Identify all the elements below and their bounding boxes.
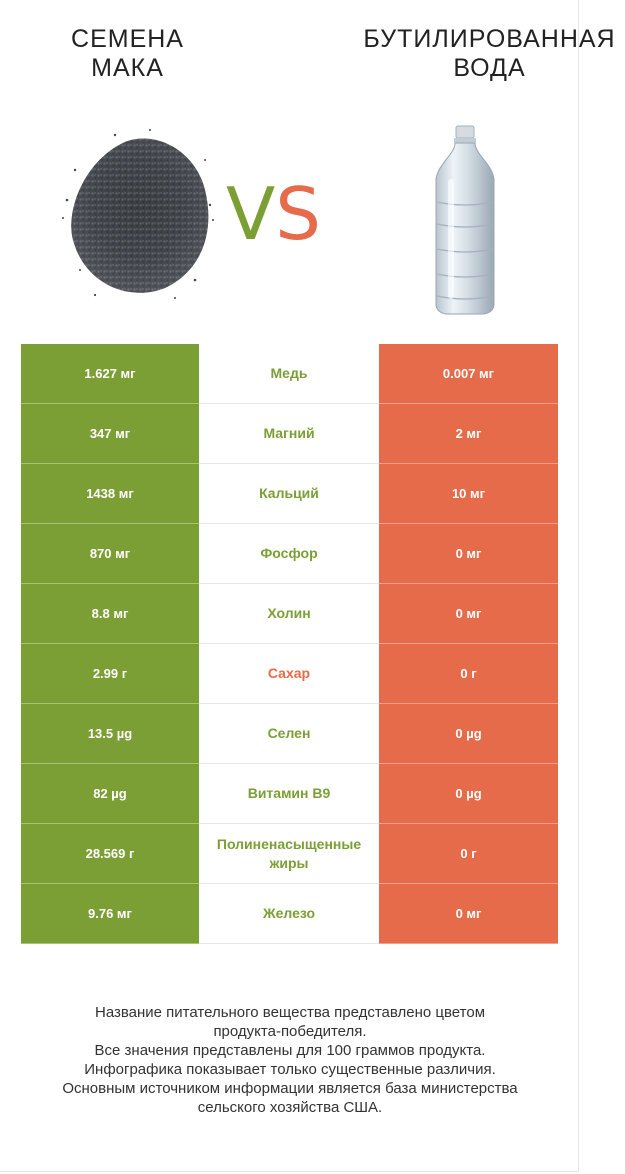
- left-value-cell: 82 µg: [21, 764, 199, 824]
- table-row: [21, 404, 558, 464]
- right-value-cell: 0 г: [379, 644, 558, 704]
- right-value-cell: 0 мг: [379, 884, 558, 944]
- nutrient-name-cell: [199, 404, 379, 464]
- table-row: [21, 644, 558, 704]
- nutrient-name: Медь: [270, 365, 308, 381]
- vs-label: [226, 172, 356, 256]
- left-value-cell: 2.99 г: [21, 644, 199, 704]
- nutrient-name-cell: [199, 524, 379, 584]
- footer-line-6: сельского хозяйства США.: [197, 1099, 383, 1116]
- left-title-line2: МАКА: [91, 54, 164, 82]
- nutrient-name-cell: [199, 344, 379, 404]
- table-row: [21, 524, 558, 584]
- right-value-cell: 0 µg: [379, 704, 558, 764]
- nutrient-name: Селен: [267, 725, 311, 741]
- vs-s: S: [275, 172, 321, 256]
- footer-notes: [20, 1003, 560, 1117]
- nutrient-name-cell: [199, 824, 379, 884]
- vs-v: V: [226, 172, 276, 256]
- footer-line-2: продукта-победителя.: [213, 1023, 367, 1040]
- right-product-title: [352, 25, 625, 83]
- nutrient-name-cell: [199, 644, 379, 704]
- right-value-cell: 0.007 мг: [379, 344, 558, 404]
- table-row: [21, 584, 558, 644]
- left-value-cell: 347 мг: [21, 404, 199, 464]
- footer-line-4: Инфографика показывает только существенные различия.: [84, 1061, 496, 1078]
- nutrient-name-cell: [199, 884, 379, 944]
- left-product-title: [40, 25, 215, 83]
- right-value-cell: 0 г: [379, 824, 558, 884]
- poppy-seeds-image: [55, 120, 220, 310]
- nutrient-name: Холин: [267, 605, 311, 621]
- water-bottle-image: [430, 124, 500, 316]
- nutrient-name-cell: [199, 584, 379, 644]
- right-title-line1: БУТИЛИРОВАННАЯ: [363, 25, 616, 53]
- left-value-cell: 28.569 г: [21, 824, 199, 884]
- left-value-cell: 9.76 мг: [21, 884, 199, 944]
- nutrient-name-cell: [199, 764, 379, 824]
- left-value-cell: 1438 мг: [21, 464, 199, 524]
- comparison-table: [21, 344, 558, 944]
- footer-line-3: Все значения представлены для 100 граммов продукта.: [94, 1042, 486, 1059]
- nutrient-name: Полиненасыщенные жиры: [216, 835, 362, 871]
- nutrient-name-cell: [199, 704, 379, 764]
- left-title-line1: СЕМЕНА: [71, 25, 184, 53]
- nutrient-name: Железо: [262, 905, 316, 921]
- nutrient-name: Кальций: [259, 485, 319, 501]
- table-row: [21, 464, 558, 524]
- left-value-cell: 13.5 µg: [21, 704, 199, 764]
- right-title-line2: ВОДА: [453, 54, 526, 82]
- table-row: [21, 824, 558, 884]
- nutrient-name-cell: [199, 464, 379, 524]
- nutrient-name: Магний: [263, 425, 315, 441]
- right-value-cell: 0 мг: [379, 524, 558, 584]
- left-value-cell: 870 мг: [21, 524, 199, 584]
- table-row: [21, 704, 558, 764]
- footer-line-1: Название питательного вещества представлено цветом: [94, 1004, 486, 1021]
- left-value-cell: 8.8 мг: [21, 584, 199, 644]
- table-row: [21, 884, 558, 944]
- nutrient-name: Фосфор: [260, 545, 318, 561]
- left-value-cell: 1.627 мг: [21, 344, 199, 404]
- right-value-cell: 2 мг: [379, 404, 558, 464]
- right-value-cell: 0 µg: [379, 764, 558, 824]
- right-value-cell: 10 мг: [379, 464, 558, 524]
- nutrient-name: Сахар: [267, 665, 311, 681]
- table-row: [21, 764, 558, 824]
- nutrient-name: Витамин B9: [247, 785, 331, 801]
- footer-line-5: Основным источником информации является база министерства: [62, 1080, 518, 1097]
- right-value-cell: 0 мг: [379, 584, 558, 644]
- table-row: [21, 344, 558, 404]
